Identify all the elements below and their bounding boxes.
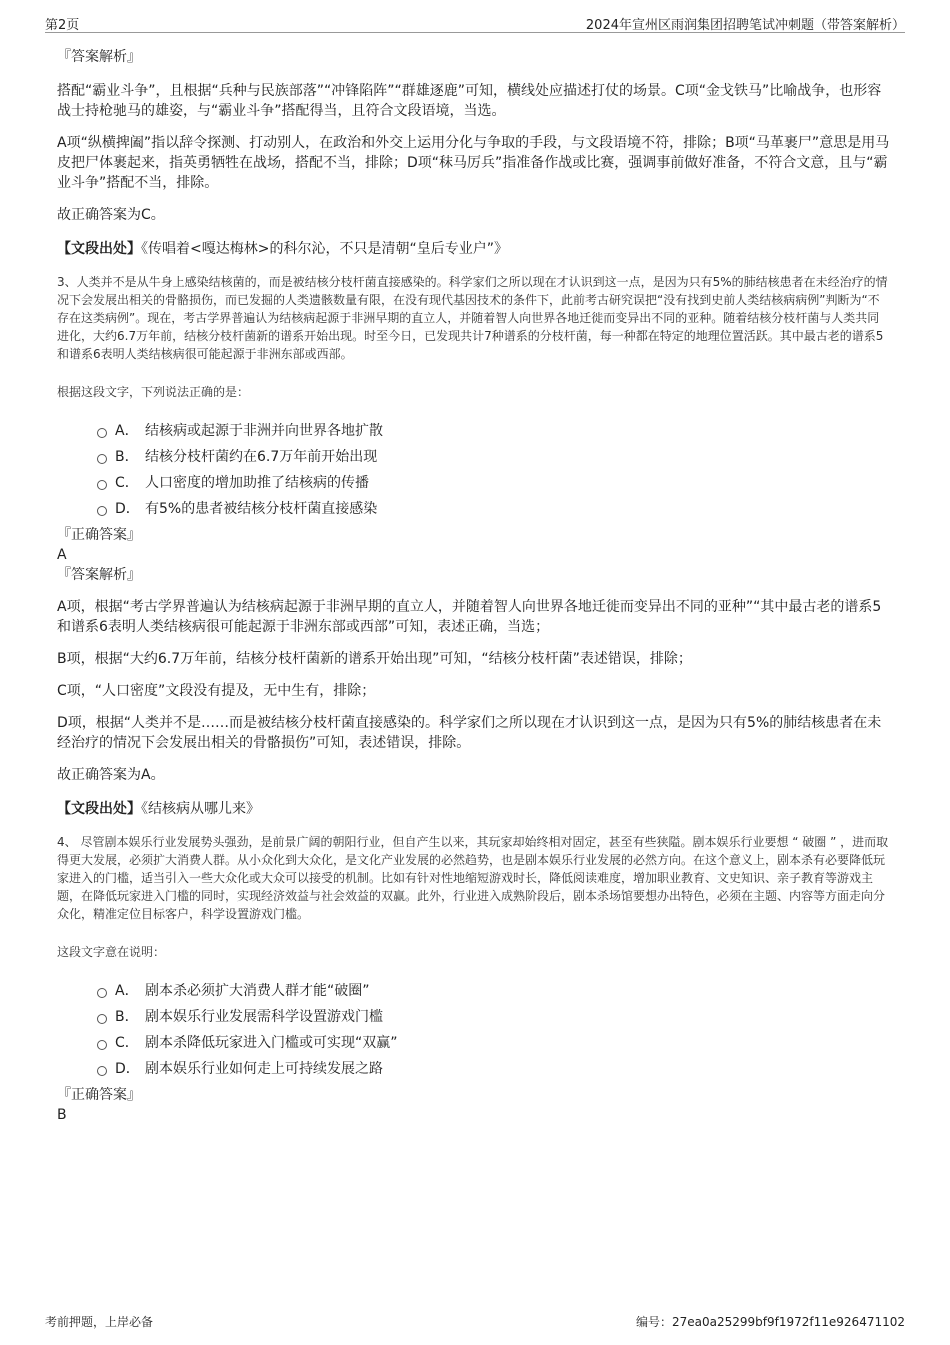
analysis-paragraph: 搭配“霸业斗争”，且根据“兵种与民族部落”“冲锋陷阵”“群雄逐鹿”可知，横线处应描述打仗的场景。C项“金戈铁马”比喻战争，也形容战士持枪驰马的雄姿，与“霸业斗争”搭配得当，且符合文段语境，当选。 xyxy=(57,83,882,119)
analysis-conclusion: 故正确答案为A。 xyxy=(57,767,165,783)
radio-icon[interactable] xyxy=(97,1066,107,1076)
option-d[interactable] xyxy=(57,1059,890,1085)
correct-answer-label: 『正确答案』 xyxy=(57,1087,141,1103)
page-number: 第2页 xyxy=(45,18,80,33)
option-b[interactable] xyxy=(57,1007,890,1033)
radio-icon[interactable] xyxy=(97,506,107,516)
document-id: 编号：27ea0a25299bf9f1972f11e926471102 xyxy=(636,1315,905,1329)
analysis-paragraph: C项，“人口密度”文段没有提及，无中生有，排除； xyxy=(57,683,376,699)
analysis-label: 『答案解析』 xyxy=(57,49,141,65)
radio-icon[interactable] xyxy=(97,480,107,490)
option-b[interactable] xyxy=(57,447,890,473)
option-letter: D． xyxy=(115,501,140,517)
source-line xyxy=(57,239,890,259)
radio-icon[interactable] xyxy=(97,454,107,464)
source-label: 【文段出处】 xyxy=(57,801,141,817)
analysis-paragraph: B项，根据“大约6.7万年前，结核分枝杆菌新的谱系开始出现”可知，“结核分枝杆菌”表述错误，排除； xyxy=(57,651,692,667)
option-letter: D． xyxy=(115,1061,140,1077)
footer-slogan: 考前押题，上岸必备 xyxy=(45,1315,154,1329)
correct-answer: B xyxy=(57,1107,67,1123)
radio-icon[interactable] xyxy=(97,1014,107,1024)
option-text: 结核分枝杆菌约在6.7万年前开始出现 xyxy=(145,449,378,465)
analysis-conclusion: 故正确答案为C。 xyxy=(57,207,165,223)
option-text: 剧本娱乐行业发展需科学设置游戏门槛 xyxy=(145,1009,383,1025)
option-d[interactable] xyxy=(57,499,890,525)
option-a[interactable] xyxy=(57,981,890,1007)
correct-answer: A xyxy=(57,547,67,563)
option-text: 结核病或起源于非洲并向世界各地扩散 xyxy=(145,423,383,439)
question-stem: 根据这段文字，下列说法正确的是： xyxy=(57,385,250,399)
radio-icon[interactable] xyxy=(97,988,107,998)
correct-answer-label: 『正确答案』 xyxy=(57,527,141,543)
option-text: 剧本娱乐行业如何走上可持续发展之路 xyxy=(145,1061,383,1077)
source-label: 【文段出处】 xyxy=(57,241,141,257)
option-letter: A． xyxy=(115,983,139,999)
option-letter: B． xyxy=(115,449,139,465)
document-body xyxy=(57,45,890,1125)
analysis-label: 『答案解析』 xyxy=(57,567,141,583)
analysis-paragraph: D项，根据“人类并不是……而是被结核分枝杆菌直接感染的。科学家们之所以现在才认识到这一点，是因为只有5%的肺结核患者在未经治疗的情况下会发展出相关的骨骼损伤”可知，表述错误，排除。 xyxy=(57,715,882,751)
option-letter: A． xyxy=(115,423,139,439)
option-c[interactable] xyxy=(57,473,890,499)
options-list xyxy=(57,981,890,1085)
source-text: 《传唱着<嘎达梅林>的科尔沁，不只是清朝“皇后专业户”》 xyxy=(141,241,508,257)
radio-icon[interactable] xyxy=(97,428,107,438)
radio-icon[interactable] xyxy=(97,1040,107,1050)
page-header xyxy=(45,10,905,33)
option-letter: C． xyxy=(115,1035,139,1051)
option-a[interactable] xyxy=(57,421,890,447)
source-line xyxy=(57,799,890,819)
option-c[interactable] xyxy=(57,1033,890,1059)
option-letter: B． xyxy=(115,1009,139,1025)
analysis-paragraph: A项“纵横捭阖”指以辞令探测、打动别人，在政治和外交上运用分化与争取的手段，与文段语境不符，排除；B项“马革裹尸”意思是用马皮把尸体裹起来，指英勇牺牲在战场，搭配不当，排除；D项“秣马厉兵”指准备作战或比赛，强调事前做好准备，不符合文意，且与“霸业斗争”搭配不当，排除。 xyxy=(57,135,890,191)
question-passage: 4、 尽管剧本娱乐行业发展势头强劲，是前景广阔的朝阳行业，但自产生以来，其玩家却始终相对固定，甚至有些狭隘。剧本娱乐行业要想 “ 破圈 ” ，进而取得更大发展，必须扩大消费人群。从小众化到大众化，是文化产业发展的必然趋势，也是剧本娱乐行业发展的必然方向。在这个意义上，剧本杀有必要降低玩家进入的门槛，适当引入一些大众化或大众可以接受的机制。比如有针对性地缩短游戏时长，降低阅读难度，增加职业教育、文史知识、亲子教育等游戏主题，在降低玩家进入门槛的同时，实现经济效益与社会效益的双赢。此外，行业进入成熟阶段后，剧本杀场馆要想办出特色，必须在主题、内容等方面走向分众化，精准定位目标客户，科学设置游戏门槛。 xyxy=(57,835,889,921)
option-letter: C． xyxy=(115,475,139,491)
question-stem: 这段文字意在说明： xyxy=(57,945,166,959)
document-title: 2024年宣州区雨润集团招聘笔试冲刺题（带答案解析） xyxy=(585,18,905,33)
analysis-paragraph: A项，根据“考古学界普遍认为结核病起源于非洲早期的直立人，并随着智人向世界各地迁徙而变异出不同的亚种”“其中最古老的谱系5和谱系6表明人类结核病很可能起源于非洲东部或西部”可知，表述正确，当选； xyxy=(57,599,882,635)
option-text: 人口密度的增加助推了结核病的传播 xyxy=(145,475,369,491)
option-text: 有5%的患者被结核分枝杆菌直接感染 xyxy=(145,501,378,517)
options-list xyxy=(57,421,890,525)
source-text: 《结核病从哪儿来》 xyxy=(141,801,260,817)
option-text: 剧本杀必须扩大消费人群才能“破圈” xyxy=(145,983,370,999)
question-passage: 3、人类并不是从牛身上感染结核菌的，而是被结核分枝杆菌直接感染的。科学家们之所以现在才认识到这一点，是因为只有5%的肺结核患者在未经治疗的情况下会发展出相关的骨骼损伤，而已发掘的人类遗骸数量有限，在没有现代基因技术的条件下，此前考古研究误把“没有找到史前人类结核病病例”判断为“不存在这类病例”。现在，考古学界普遍认为结核病起源于非洲早期的直立人，并随着智人向世界各地迁徙而变异出不同的亚种。随着结核分枝杆菌与人类共同进化，大约6.7万年前，结核分枝杆菌新的谱系开始出现。时至今日，已发现共计7种谱系的分枝杆菌，每一种都在特定的地理位置活跃。其中最古老的谱系5和谱系6表明人类结核病很可能起源于非洲东部或西部。 xyxy=(57,275,888,361)
option-text: 剧本杀降低玩家进入门槛或可实现“双赢” xyxy=(145,1035,398,1051)
